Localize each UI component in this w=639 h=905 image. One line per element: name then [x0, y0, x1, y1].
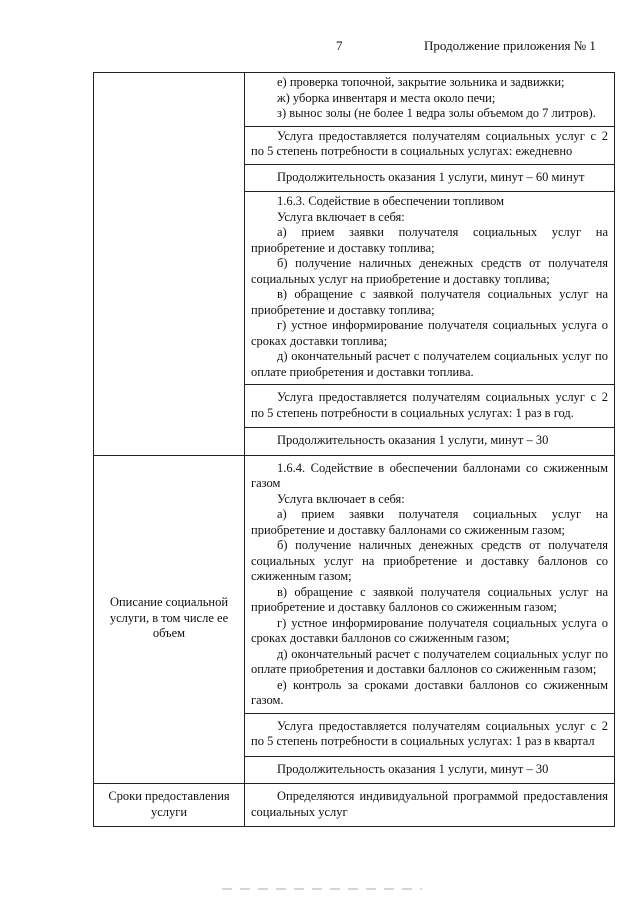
- duration-text: Продолжительность оказания 1 услуги, минут – 60 минут: [277, 169, 585, 184]
- list-item: б) получение наличных денежных средств от получателя социальных услуг на приобретение и доставку баллонов со сжиженным газом;: [251, 538, 608, 583]
- list-item: г) устное информирование получателя социальных услуга о сроках доставки топлива;: [251, 318, 608, 348]
- cell-gas-service: [245, 455, 615, 713]
- table-row: [94, 455, 615, 713]
- includes-label: Услуга включает в себя:: [277, 491, 405, 506]
- list-item: в) обращение с заявкой получателя социальных услуг на приобретение и доставку баллонов со сжиженным газом;: [251, 584, 608, 614]
- services-table: [93, 72, 615, 827]
- list-item: г) устное информирование получателя социальных услуга о сроках доставки баллонов со сжиженным газом;: [251, 615, 608, 645]
- left-cell-terms: [94, 784, 245, 827]
- table-row: [94, 784, 615, 827]
- list-item: б) получение наличных денежных средств от получателя социальных услуг на приобретение и доставку топлива;: [251, 256, 608, 286]
- list-item: д) окончательный расчет с получателем социальных услуг по оплате приобретения и доставки топлива.: [251, 349, 608, 379]
- left-cell-description: [94, 455, 245, 784]
- page-header: [0, 38, 639, 58]
- cell-frequency-3: [245, 713, 615, 756]
- left-cell-empty: [94, 73, 245, 456]
- frequency-text: Услуга предоставляется получателям социальных услуг с 2 по 5 степень потребности в социальных услугах: 1 раз в год.: [251, 390, 608, 420]
- cell-duration-2: [245, 428, 615, 456]
- list-item: д) окончательный расчет с получателем социальных услуг по оплате приобретения и доставки баллонов со сжиженным газом;: [251, 646, 608, 676]
- list-item: е) проверка топочной, закрытие зольника и задвижки;: [277, 75, 565, 89]
- table-row: [94, 73, 615, 127]
- cell-fuel-service: [245, 192, 615, 385]
- service-heading: 1.6.4. Содействие в обеспечении баллонами со сжиженным газом: [251, 460, 608, 490]
- cell-stove-steps: [245, 73, 615, 127]
- frequency-text: Услуга предоставляется получателям социальных услуг с 2 по 5 степень потребности в социальных услугах: 1 раз в квартал: [251, 718, 608, 748]
- terms-label: Сроки предоставления услуги: [108, 789, 230, 819]
- frequency-text: Услуга предоставляется получателям социальных услуг с 2 по 5 степень потребности в социальных услугах: ежедневно: [251, 128, 608, 158]
- cell-duration-1: [245, 164, 615, 192]
- list-item: ж) уборка инвентаря и места около печи;: [277, 90, 496, 105]
- list-item: а) прием заявки получателя социальных услуг на приобретение и доставку баллонами со сжиженным газом;: [251, 507, 608, 537]
- cell-frequency-2: [245, 385, 615, 428]
- list-item: е) контроль за сроками доставки баллонов со сжиженным газом.: [251, 677, 608, 707]
- cell-terms: [245, 784, 615, 827]
- appendix-title: Продолжение приложения № 1: [424, 38, 596, 53]
- terms-text: Определяются индивидуальной программой предоставления социальных услуг: [251, 789, 608, 819]
- cell-frequency-1: [245, 126, 615, 164]
- includes-label: Услуга включает в себя:: [277, 209, 405, 224]
- list-item: а) прием заявки получателя социальных услуг на приобретение и доставку топлива;: [251, 225, 608, 255]
- duration-text: Продолжительность оказания 1 услуги, минут – 30: [277, 433, 549, 447]
- list-item: з) вынос золы (не более 1 ведра золы объемом до 7 литров).: [277, 106, 596, 120]
- page-number: 7: [336, 38, 343, 53]
- cell-duration-3: [245, 756, 615, 784]
- list-item: в) обращение с заявкой получателя социальных услуг на приобретение и доставку топлива;: [251, 287, 608, 317]
- scan-artifact: [222, 888, 422, 890]
- description-label: Описание социальной услуги, в том числе ее объем: [109, 595, 229, 640]
- duration-text: Продолжительность оказания 1 услуги, минут – 30: [277, 761, 549, 776]
- service-heading: 1.6.3. Содействие в обеспечении топливом: [277, 194, 505, 208]
